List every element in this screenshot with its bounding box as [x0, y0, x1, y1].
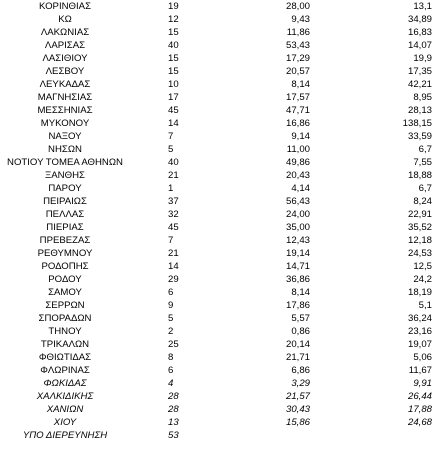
region-name-cell: ΠΕΛΛΑΣ	[45, 209, 85, 220]
region-name-cell: ΛΑΡΙΣΑΣ	[44, 40, 86, 51]
rate-cell: 36,24	[407, 313, 432, 324]
region-name-cell: ΣΕΡΡΩΝ	[45, 300, 85, 311]
region-name-cell: ΝΗΣΩΝ	[48, 144, 82, 155]
region-name-cell: ΞΑΝΘΗΣ	[45, 170, 85, 181]
region-name-cell: ΛΑΣΙΘΙΟΥ	[42, 53, 88, 64]
rate-cell: 5,1	[418, 300, 432, 311]
count-cell: 25	[168, 339, 179, 350]
table-row	[0, 286, 442, 299]
value-cell: 17,29	[285, 53, 310, 64]
region-name-cell: ΠΡΕΒΕΖΑΣ	[39, 235, 91, 246]
table-row	[0, 182, 442, 195]
count-cell: 14	[168, 118, 179, 129]
rate-cell: 22,91	[407, 209, 432, 220]
value-cell: 49,86	[285, 157, 310, 168]
count-cell: 13	[168, 417, 179, 428]
table-row	[0, 65, 442, 78]
count-cell: 15	[168, 27, 179, 38]
table-row	[0, 117, 442, 130]
rate-cell: 33,59	[407, 131, 432, 142]
rate-cell: 9,91	[413, 378, 432, 389]
value-cell: 20,43	[285, 170, 310, 181]
region-name-cell: ΤΡΙΚΑΛΩΝ	[40, 339, 90, 350]
value-cell: 0,86	[291, 326, 310, 337]
region-name-cell: ΛΕΥΚΑΔΑΣ	[39, 79, 91, 90]
region-name-cell: ΡΟΔΟΠΗΣ	[41, 261, 89, 272]
table-row	[0, 130, 442, 143]
count-cell: 4	[168, 378, 174, 389]
value-cell: 11,00	[286, 144, 310, 155]
table-row	[0, 312, 442, 325]
region-name-cell: ΤΗΝΟΥ	[48, 326, 82, 337]
table-row	[0, 104, 442, 117]
region-name-cell: ΛΕΣΒΟΥ	[45, 66, 85, 77]
value-cell: 8,14	[291, 287, 310, 298]
value-cell: 8,14	[291, 79, 310, 90]
table-row	[0, 0, 442, 13]
value-cell: 12,43	[285, 235, 310, 246]
region-name-cell: ΣΑΜΟΥ	[48, 287, 82, 298]
region-name-cell: ΜΥΚΟΝΟΥ	[40, 118, 90, 129]
rate-cell: 5,06	[413, 352, 432, 363]
count-cell: 7	[168, 131, 174, 142]
value-cell: 28,00	[285, 1, 310, 12]
table-row	[0, 143, 442, 156]
value-cell: 9,43	[291, 14, 310, 25]
table-row	[0, 195, 442, 208]
value-cell: 20,14	[285, 339, 310, 350]
table-row	[0, 338, 442, 351]
region-name-cell: ΦΘΙΩΤΙΔΑΣ	[38, 352, 92, 363]
count-cell: 29	[168, 274, 179, 285]
count-cell: 40	[168, 157, 179, 168]
rate-cell: 12,5	[413, 261, 432, 272]
table-row	[0, 52, 442, 65]
value-cell: 47,71	[285, 105, 310, 116]
rate-cell: 26,44	[407, 391, 432, 402]
table-row	[0, 26, 442, 39]
count-cell: 37	[168, 196, 179, 207]
table-row	[0, 169, 442, 182]
count-cell: 28	[168, 391, 179, 402]
count-cell: 5	[168, 313, 174, 324]
value-cell: 20,57	[285, 66, 310, 77]
rate-cell: 14,07	[407, 40, 432, 51]
table-row	[0, 390, 442, 403]
table-row	[0, 377, 442, 390]
region-name-cell: ΜΑΓΝΗΣΙΑΣ	[37, 92, 93, 103]
table-row	[0, 234, 442, 247]
rate-cell: 12,18	[407, 235, 432, 246]
count-cell: 19	[168, 1, 179, 12]
count-cell: 2	[168, 326, 174, 337]
region-name-cell: ΥΠΟ ΔΙΕΡΕΥΝΗΣΗ	[22, 430, 108, 441]
count-cell: 6	[168, 287, 174, 298]
region-name-cell: ΧΙΟΥ	[53, 417, 77, 428]
table-row	[0, 403, 442, 416]
value-cell: 21,57	[285, 391, 310, 402]
value-cell: 15,86	[285, 417, 310, 428]
rate-cell: 13,1	[413, 1, 432, 12]
count-cell: 45	[168, 222, 179, 233]
value-cell: 17,57	[285, 92, 310, 103]
count-cell: 10	[168, 79, 179, 90]
region-name-cell: ΣΠΟΡΑΔΩΝ	[38, 313, 92, 324]
count-cell: 7	[168, 235, 174, 246]
region-name-cell: ΧΑΝΙΩΝ	[46, 404, 84, 415]
rate-cell: 6,7	[418, 144, 432, 155]
value-cell: 21,71	[285, 352, 310, 363]
value-cell: 14,71	[285, 261, 310, 272]
region-name-cell: ΠΑΡΟΥ	[48, 183, 82, 194]
count-cell: 1	[168, 183, 174, 194]
count-cell: 28	[168, 404, 179, 415]
region-name-cell: ΠΙΕΡΙΑΣ	[46, 222, 84, 233]
value-cell: 3,29	[291, 378, 310, 389]
count-cell: 6	[168, 365, 174, 376]
rate-cell: 138,15	[402, 118, 432, 129]
value-cell: 11,86	[286, 27, 310, 38]
count-cell: 5	[168, 144, 174, 155]
region-name-cell: ΚΟΡΙΝΘΙΑΣ	[38, 1, 92, 12]
value-cell: 35,00	[285, 222, 310, 233]
value-cell: 5,57	[291, 313, 310, 324]
table-row	[0, 416, 442, 429]
value-cell: 16,86	[285, 118, 310, 129]
value-cell: 6,86	[291, 365, 310, 376]
rate-cell: 42,21	[407, 79, 432, 90]
table-row	[0, 208, 442, 221]
rate-cell: 28,13	[407, 105, 432, 116]
count-cell: 53	[168, 430, 179, 441]
value-cell: 17,86	[285, 300, 310, 311]
value-cell: 4,14	[291, 183, 310, 194]
rate-cell: 19,07	[407, 339, 432, 350]
value-cell: 9,14	[291, 131, 310, 142]
value-cell: 24,00	[285, 209, 310, 220]
table-row	[0, 39, 442, 52]
rate-cell: 24,2	[413, 274, 432, 285]
table-row	[0, 351, 442, 364]
rate-cell: 11,67	[408, 365, 432, 376]
table-row	[0, 78, 442, 91]
region-name-cell: ΝΑΞΟΥ	[48, 131, 82, 142]
region-name-cell: ΡΟΔΟΥ	[48, 274, 82, 285]
rate-cell: 35,52	[407, 222, 432, 233]
count-cell: 21	[168, 248, 179, 259]
table-row	[0, 325, 442, 338]
rate-cell: 24,53	[407, 248, 432, 259]
rate-cell: 16,83	[407, 27, 432, 38]
value-cell: 53,43	[285, 40, 310, 51]
rate-cell: 17,35	[407, 66, 432, 77]
rate-cell: 7,55	[413, 157, 432, 168]
count-cell: 9	[168, 300, 174, 311]
value-cell: 56,43	[285, 196, 310, 207]
count-cell: 17	[168, 92, 179, 103]
table-row	[0, 364, 442, 377]
region-name-cell: ΡΕΘΥΜΝΟΥ	[37, 248, 93, 259]
value-cell: 36,86	[285, 274, 310, 285]
region-name-cell: ΦΛΩΡΙΝΑΣ	[40, 365, 90, 376]
region-name-cell: ΚΩ	[58, 14, 72, 25]
count-cell: 21	[168, 170, 179, 181]
rate-cell: 8,24	[413, 196, 432, 207]
count-cell: 40	[168, 40, 179, 51]
rate-cell: 17,88	[407, 404, 432, 415]
table-row	[0, 156, 442, 169]
rate-cell: 19,9	[413, 53, 432, 64]
rate-cell: 18,88	[407, 170, 432, 181]
value-cell: 30,43	[285, 404, 310, 415]
table-row	[0, 91, 442, 104]
rate-cell: 23,16	[407, 326, 432, 337]
table-row	[0, 273, 442, 286]
count-cell: 12	[168, 14, 179, 25]
value-cell: 19,14	[285, 248, 310, 259]
table-row	[0, 221, 442, 234]
rate-cell: 8,95	[413, 92, 432, 103]
region-name-cell: ΦΩΚΙΔΑΣ	[43, 378, 87, 389]
rate-cell: 18,19	[407, 287, 432, 298]
table-row	[0, 247, 442, 260]
region-name-cell: ΛΑΚΩΝΙΑΣ	[40, 27, 90, 38]
table-row	[0, 260, 442, 273]
table-row	[0, 299, 442, 312]
region-name-cell: ΠΕΙΡΑΙΩΣ	[43, 196, 87, 207]
count-cell: 15	[168, 66, 179, 77]
region-name-cell: ΜΕΣΣΗΝΙΑΣ	[37, 105, 93, 116]
table-row	[0, 13, 442, 26]
rate-cell: 24,68	[407, 417, 432, 428]
count-cell: 45	[168, 105, 179, 116]
table-row	[0, 429, 442, 442]
rate-cell: 34,89	[407, 14, 432, 25]
count-cell: 8	[168, 352, 174, 363]
rate-cell: 6,7	[418, 183, 432, 194]
count-cell: 32	[168, 209, 179, 220]
count-cell: 14	[168, 261, 179, 272]
region-name-cell: ΧΑΛΚΙΔΙΚΗΣ	[36, 391, 94, 402]
count-cell: 15	[168, 53, 179, 64]
region-name-cell: ΝΟΤΙΟΥ ΤΟΜΕΑ ΑΘΗΝΩΝ	[7, 157, 123, 168]
